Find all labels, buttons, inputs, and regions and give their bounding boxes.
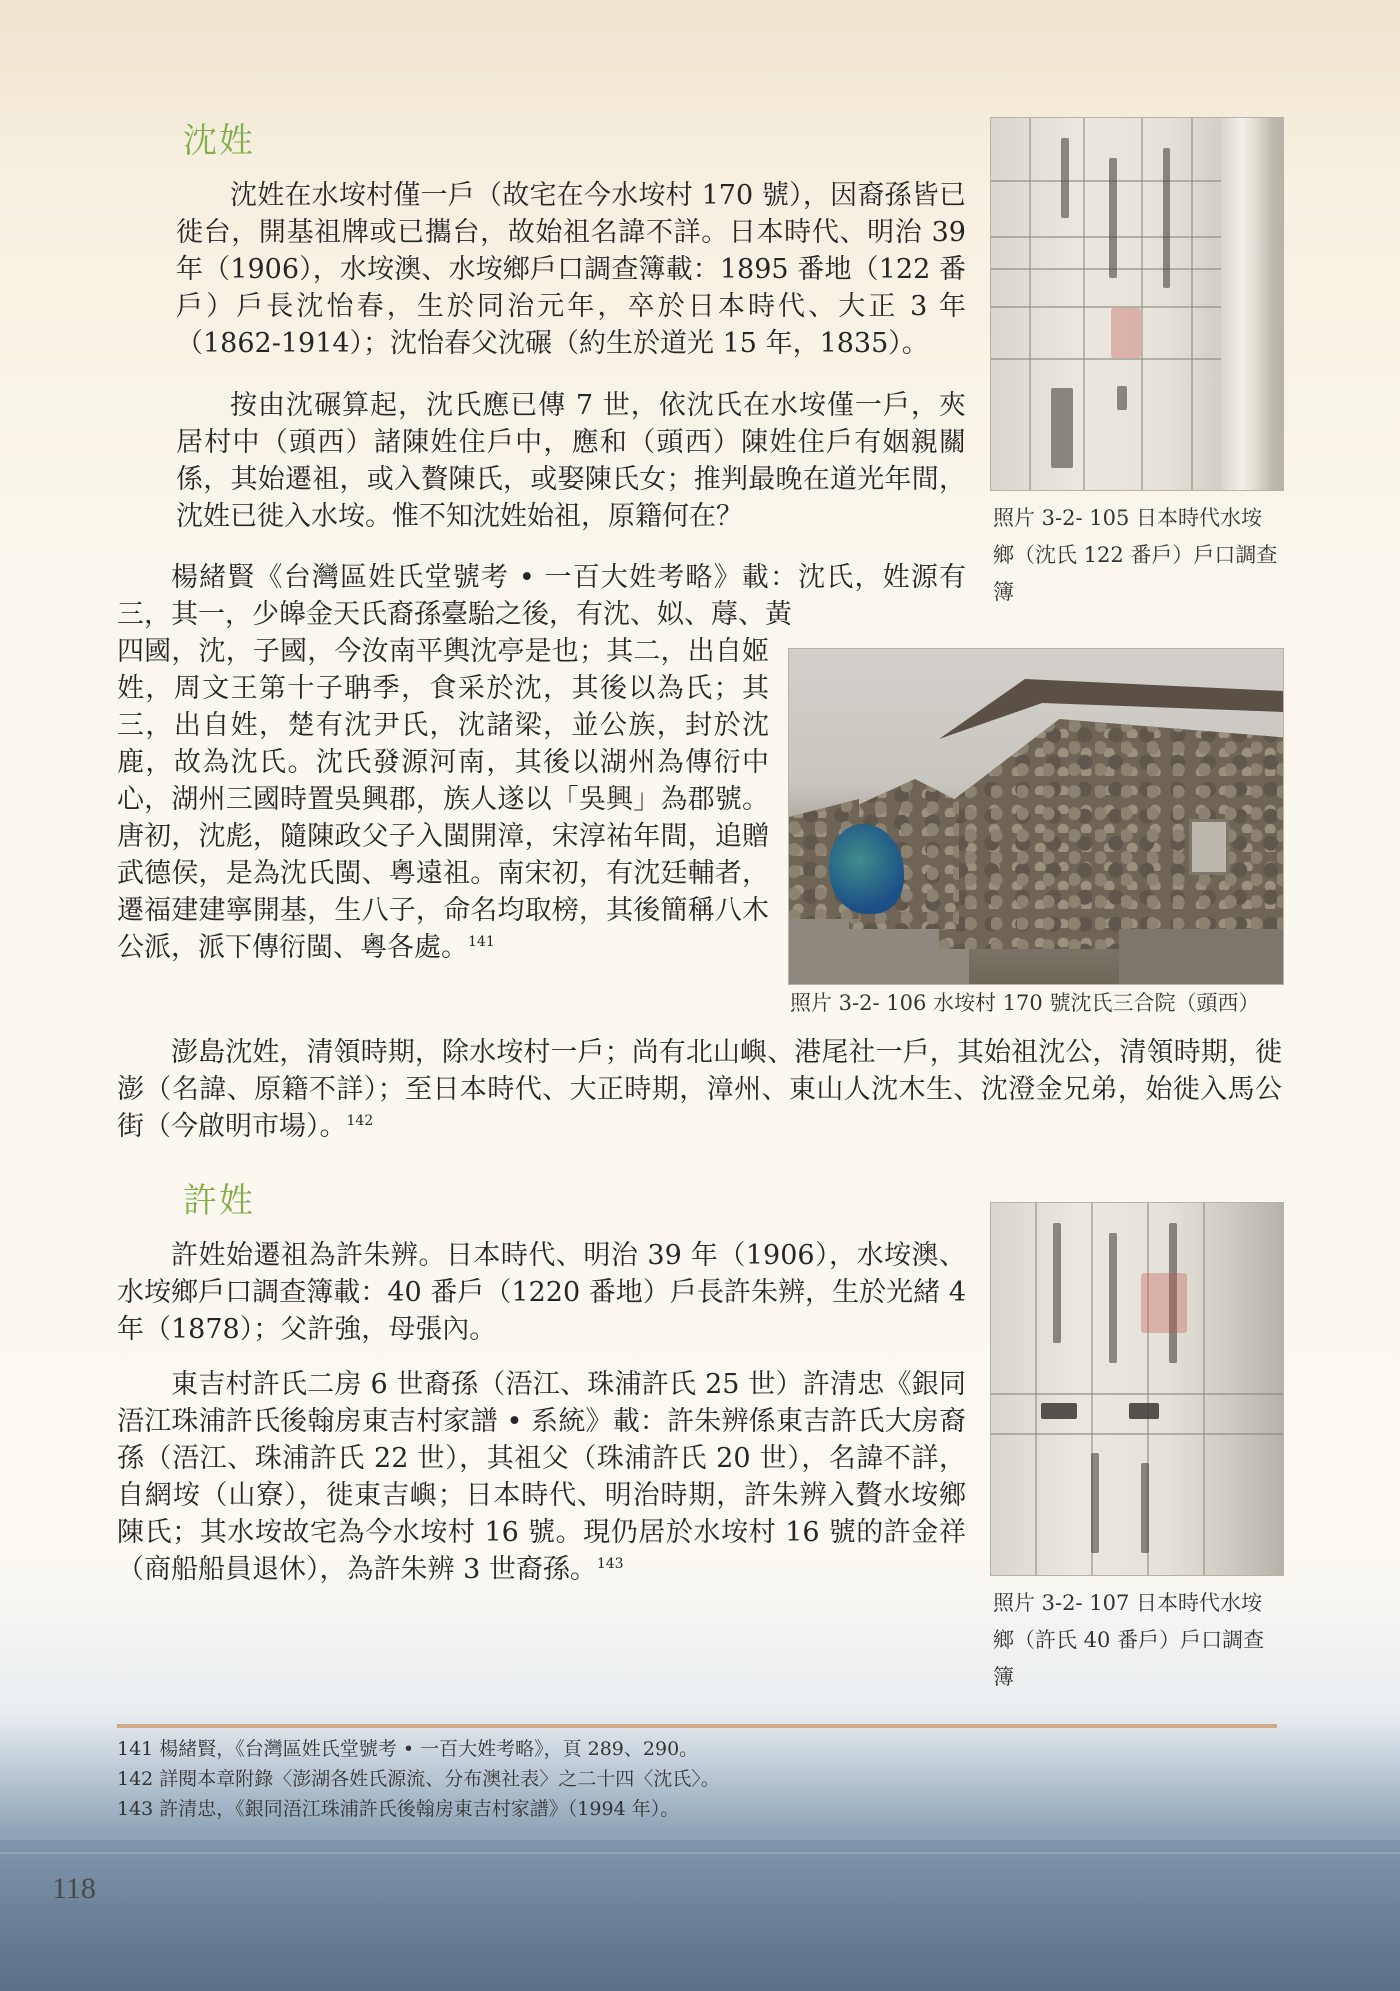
census-register-photo-105 — [990, 117, 1284, 491]
stone-house-photo-106 — [788, 648, 1284, 985]
footnote-ref-142: 142 — [346, 1113, 374, 1129]
photo-caption-107: 照片 3-2- 107 日本時代水垵鄉（許氏 40 番戶）戶口調查簿 — [993, 1591, 1265, 1689]
footnote-141: 141 楊緒賢，《台灣區姓氏堂號考 • 一百大姓考略》，頁 289、290。 — [117, 1738, 699, 1760]
paragraph-xu-2-text: 東吉村許氏二房 6 世裔孫（浯江、珠浦許氏 25 世）許清忠《銀同浯江珠浦許氏後翰房東吉村家譜 • 系統》載：許朱辨係東吉許氏大房裔孫（浯江、珠浦許氏 22 世），其祖父（珠浦許氏 20 世），名諱不詳，自網垵（山寮），徙東吉嶼；日本時代、明治時期，許朱辨入贅水垵鄉陳氏；其水垵故宅為今水垵村 16 號。現仍居於水垵村 16 號的許金祥（商船船員退休），為許朱辨 3 世裔孫。 — [117, 1369, 966, 1585]
footnote-ref-143: 143 — [596, 1556, 624, 1572]
page-number: 118 — [52, 1872, 96, 1905]
photo-caption-106: 照片 3-2- 106 水垵村 170 號沈氏三合院（頭西） — [790, 991, 1260, 1015]
section-heading-xu: 許姓 — [183, 1181, 255, 1221]
paragraph-shen-3: 楊緒賢《台灣區姓氏堂號考 • 一百大姓考略》載：沈氏，姓源有三，其一，少皞金天氏裔孫臺駘之後，有沈、姒、蓐、黃 — [117, 562, 966, 630]
horizon-line — [0, 1852, 1400, 1854]
section-heading-shen: 沈姓 — [183, 121, 255, 161]
paragraph-shen-5 — [117, 1034, 1282, 1145]
sea-background — [0, 1840, 1400, 1991]
paragraph-xu-2 — [117, 1366, 966, 1588]
paragraph-shen-4 — [117, 633, 769, 966]
footnote-divider — [117, 1724, 1277, 1728]
paragraph-xu-1: 許姓始遷祖為許朱辨。日本時代、明治 39 年（1906），水垵澳、水垵鄉戶口調查簿載：40 番戶（1220 番地）戶長許朱辨，生於光緒 4 年（1878）；父許強，母張內。 — [117, 1240, 966, 1345]
paragraph-shen-4-text: 四國，沈，子國，今汝南平輿沈亭是也；其二，出自姬姓，周文王第十子聃季，食采於沈，其後以為氏；其三，出自姓，楚有沈尹氏，沈諸梁，並公族，封於沈鹿，故為沈氏。沈氏發源河南，其後以湖州為傳衍中心，湖州三國時置吳興郡，族人遂以「吳興」為郡號。唐初，沈彪，隨陳政父子入閩開漳，宋淳祐年間，追贈武德侯，是為沈氏閩、粵遠祖。南宋初，有沈廷輔者，遷福建建寧開基，生八子，命名均取榜，其後簡稱八木公派，派下傳衍閩、粵各處。 — [117, 636, 769, 963]
census-register-photo-107 — [990, 1202, 1284, 1576]
footnote-ref-141: 141 — [468, 934, 495, 950]
paragraph-shen-1: 沈姓在水垵村僅一戶（故宅在今水垵村 170 號），因裔孫皆已徙台，開基祖牌或已攜台，故始祖名諱不詳。日本時代、明治 39 年（1906），水垵澳、水垵鄉戶口調查簿載：1895 番地（122 番戶）戶長沈怡春，生於同治元年，卒於日本時代、大正 3 年（1862-1914）；沈怡春父沈碾（約生於道光 15 年，1835）。 — [176, 180, 966, 359]
footnote-143: 143 許清忠，《銀同浯江珠浦許氏後翰房東吉村家譜》（1994 年）。 — [117, 1798, 680, 1820]
photo-caption-105: 照片 3-2- 105 日本時代水垵鄉（沈氏 122 番戶）戶口調查簿 — [993, 506, 1278, 604]
paragraph-shen-2: 按由沈碾算起，沈氏應已傳 7 世，依沈氏在水垵僅一戶，夾居村中（頭西）諸陳姓住戶中，應和（頭西）陳姓住戶有姻親關係，其始遷祖，或入贅陳氏，或娶陳氏女；推判最晚在道光年間，沈姓已徙入水垵。惟不知沈姓始祖，原籍何在？ — [176, 390, 966, 532]
footnote-142: 142 詳閱本章附錄〈澎湖各姓氏源流、分布澳社表〉之二十四〈沈氏〉。 — [117, 1768, 720, 1790]
paragraph-shen-5-text: 澎島沈姓，清領時期，除水垵村一戶；尚有北山嶼、港尾社一戶，其始祖沈公，清領時期，徙澎（名諱、原籍不詳）；至日本時代、大正時期，漳州、東山人沈木生、沈澄金兄弟，始徙入馬公街（今啟明市場）。 — [117, 1037, 1282, 1142]
